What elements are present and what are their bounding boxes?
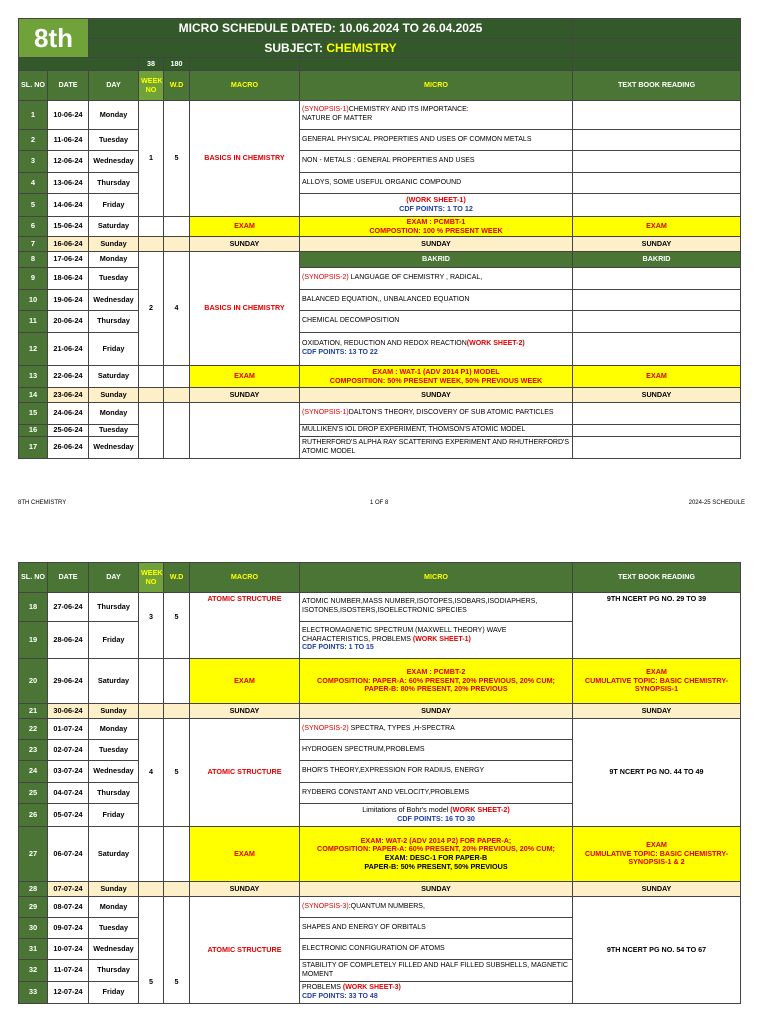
working-days: 4 — [164, 252, 190, 366]
col-day: DAY — [89, 71, 139, 101]
day: Sunday — [89, 704, 139, 719]
micro-topic: ELECTRONIC CONFIGURATION OF ATOMS — [300, 939, 573, 960]
day: Friday — [89, 982, 139, 1004]
micro-topic: (SYNOPSIS-3):QUANTUM NUMBERS, — [300, 897, 573, 918]
weeks-total: 38 — [139, 58, 164, 71]
date: 06-07-24 — [48, 827, 89, 882]
sl-no: 21 — [19, 704, 48, 719]
macro-sunday: SUNDAY — [190, 388, 300, 403]
date: 24-06-24 — [48, 403, 89, 425]
table-row — [19, 719, 741, 740]
day: Wednesday — [89, 939, 139, 960]
header-blank-cell — [573, 39, 741, 58]
schedule-title: MICRO SCHEDULE DATED: 10.06.2024 TO 26.04.2025 — [89, 19, 573, 39]
date: 28-06-24 — [48, 622, 89, 659]
micro-sunday: SUNDAY — [300, 237, 573, 252]
date: 11-06-24 — [48, 130, 89, 151]
sl-no: 32 — [19, 960, 48, 982]
micro-topic: (SYNOPSIS-2) LANGUAGE OF CHEMISTRY , RADICAL, — [300, 268, 573, 290]
micro-topic: CHEMICAL DECOMPOSITION — [300, 311, 573, 333]
macro-exam: EXAM — [190, 659, 300, 704]
date: 30-06-24 — [48, 704, 89, 719]
micro-topic: MULLIKEN'S IOL DROP EXPERIMENT, THOMSON'S ATOMIC MODEL — [300, 425, 573, 437]
col-week-no: WEEK NO — [139, 563, 164, 593]
day: Wednesday — [89, 761, 139, 783]
day: Saturday — [89, 217, 139, 237]
micro-topic: PROBLEMS (WORK SHEET-3) CDF POINTS: 33 TO 48 — [300, 982, 573, 1004]
date: 22-06-24 — [48, 366, 89, 388]
day: Saturday — [89, 827, 139, 882]
grade-badge: 8th — [19, 19, 89, 58]
micro-topic: HYDROGEN SPECTRUM,PROBLEMS — [300, 740, 573, 761]
table-row — [19, 897, 741, 918]
macro-topic: ATOMIC STRUCTURE — [190, 897, 300, 1004]
schedule-page-2 — [18, 562, 740, 1004]
table-row — [19, 659, 741, 704]
macro-topic: BASICS IN CHEMISTRY — [190, 252, 300, 366]
day: Tuesday — [89, 130, 139, 151]
day: Thursday — [89, 311, 139, 333]
micro-topic: ELECTROMAGNETIC SPECTRUM (MAXWELL THEORY) WAVE CHARACTERISTICS, PROBLEMS (WORK SHEET-1) CDF POINTS: 1 TO 15 — [300, 622, 573, 659]
sl-no: 12 — [19, 333, 48, 366]
col-sl-no: SL. NO — [19, 563, 48, 593]
table-row — [19, 388, 741, 403]
text-exam: EXAM — [573, 366, 741, 388]
day: Monday — [89, 403, 139, 425]
text-exam: EXAM CUMULATIVE TOPIC: BASIC CHEMISTRY-SYNOPSIS-1 — [573, 659, 741, 704]
sl-no: 5 — [19, 194, 48, 217]
sl-no: 3 — [19, 151, 48, 173]
sl-no: 17 — [19, 437, 48, 459]
table-row — [19, 130, 741, 151]
macro-sunday: SUNDAY — [190, 237, 300, 252]
schedule-table-2 — [18, 562, 741, 1004]
day: Saturday — [89, 366, 139, 388]
col-wd: W.D — [164, 563, 190, 593]
date: 26-06-24 — [48, 437, 89, 459]
date: 19-06-24 — [48, 290, 89, 311]
sl-no: 27 — [19, 827, 48, 882]
sl-no: 24 — [19, 761, 48, 783]
day: Monday — [89, 252, 139, 268]
day: Tuesday — [89, 268, 139, 290]
table-row — [19, 366, 741, 388]
date: 18-06-24 — [48, 268, 89, 290]
sl-no: 15 — [19, 403, 48, 425]
macro-exam: EXAM — [190, 217, 300, 237]
sl-no: 2 — [19, 130, 48, 151]
text-exam: EXAM CUMULATIVE TOPIC: BASIC CHEMISTRY-SYNOPSIS-1 & 2 — [573, 827, 741, 882]
table-row — [19, 403, 741, 425]
micro-topic: BHOR'S THEORY,EXPRESSION FOR RADIUS, ENERGY — [300, 761, 573, 783]
text-sunday: SUNDAY — [573, 704, 741, 719]
sl-no: 8 — [19, 252, 48, 268]
table-row — [19, 311, 741, 333]
table-row — [19, 268, 741, 290]
day: Thursday — [89, 593, 139, 622]
week-no: 2 — [139, 252, 164, 366]
day: Tuesday — [89, 740, 139, 761]
text-exam: EXAM — [573, 217, 741, 237]
working-days: 5 — [164, 719, 190, 827]
table-row — [19, 194, 741, 217]
date: 27-06-24 — [48, 593, 89, 622]
date: 10-06-24 — [48, 101, 89, 130]
macro-exam: EXAM — [190, 366, 300, 388]
date: 12-07-24 — [48, 982, 89, 1004]
date: 05-07-24 — [48, 804, 89, 827]
micro-topic: (SYNOPSIS-1)CHEMISTRY AND ITS IMPORTANCE: NATURE OF MATTER — [300, 101, 573, 130]
sl-no: 13 — [19, 366, 48, 388]
working-days: 5 — [164, 897, 190, 1004]
micro-topic: RUTHERFORD'S ALPHA RAY SCATTERING EXPERIMENT AND RHUTHERFORD'S ATOMIC MODEL — [300, 437, 573, 459]
micro-exam: EXAM : WAT-1 (ADV 2014 P1) MODEL COMPOSITIION: 50% PRESENT WEEK, 50% PREVIOUS WEEK — [300, 366, 573, 388]
footer-right: 2024-25 SCHEDULE — [688, 500, 745, 506]
micro-topic: GENERAL PHYSICAL PROPERTIES AND USES OF COMMON METALS — [300, 130, 573, 151]
day: Monday — [89, 719, 139, 740]
day: Monday — [89, 897, 139, 918]
micro-topic: NON - METALS : GENERAL PROPERTIES AND USES — [300, 151, 573, 173]
micro-topic: ALLOYS, SOME USEFUL ORGANIC COMPOUND — [300, 173, 573, 194]
sl-no: 29 — [19, 897, 48, 918]
sl-no: 25 — [19, 783, 48, 804]
date: 08-07-24 — [48, 897, 89, 918]
table-row — [19, 290, 741, 311]
micro-sunday: SUNDAY — [300, 388, 573, 403]
text-book-ref: 9TH NCERT PG NO. 29 TO 39 — [573, 593, 741, 659]
table-row — [19, 437, 741, 459]
date: 15-06-24 — [48, 217, 89, 237]
text-book-ref: 9T NCERT PG NO. 44 TO 49 — [573, 719, 741, 827]
col-day: DAY — [89, 563, 139, 593]
table-row — [19, 173, 741, 194]
sl-no: 11 — [19, 311, 48, 333]
date: 20-06-24 — [48, 311, 89, 333]
table-row — [19, 704, 741, 719]
table-row — [19, 593, 741, 622]
day: Sunday — [89, 388, 139, 403]
date: 16-06-24 — [48, 237, 89, 252]
sl-no: 6 — [19, 217, 48, 237]
text-sunday: SUNDAY — [573, 882, 741, 897]
sl-no: 28 — [19, 882, 48, 897]
footer-page-number: 1 OF 8 — [370, 500, 389, 506]
footer-left: 8TH CHEMISTRY — [18, 500, 67, 506]
date: 12-06-24 — [48, 151, 89, 173]
col-sl-no: SL. NO — [19, 71, 48, 101]
micro-exam: EXAM : PCMBT-1 COMPOSTION: 100 % PRESENT WEEK — [300, 217, 573, 237]
day: Thursday — [89, 783, 139, 804]
table-row — [19, 237, 741, 252]
col-micro: MICRO — [300, 563, 573, 593]
date: 03-07-24 — [48, 761, 89, 783]
table-row — [19, 333, 741, 366]
working-days: 5 — [164, 593, 190, 659]
sl-no: 1 — [19, 101, 48, 130]
date: 11-07-24 — [48, 960, 89, 982]
date: 09-07-24 — [48, 918, 89, 939]
table-row — [19, 882, 741, 897]
week-no: 1 — [139, 101, 164, 217]
macro-topic: BASICS IN CHEMISTRY — [190, 101, 300, 217]
sl-no: 14 — [19, 388, 48, 403]
micro-topic: ATOMIC NUMBER,MASS NUMBER,ISOTOPES,ISOBARS,ISODIAPHERS, ISOTONES,ISOSTERS,ISOELECTRONIC SPECIES — [300, 593, 573, 622]
sl-no: 4 — [19, 173, 48, 194]
date: 07-07-24 — [48, 882, 89, 897]
date: 04-07-24 — [48, 783, 89, 804]
sl-no: 22 — [19, 719, 48, 740]
macro-sunday: SUNDAY — [190, 882, 300, 897]
col-micro: MICRO — [300, 71, 573, 101]
macro-exam: EXAM — [190, 827, 300, 882]
sl-no: 18 — [19, 593, 48, 622]
day: Saturday — [89, 659, 139, 704]
macro-topic: ATOMIC STRUCTURE — [190, 719, 300, 827]
micro-sunday: SUNDAY — [300, 882, 573, 897]
micro-topic: (SYNOPSIS-2) SPECTRA, TYPES ,H-SPECTRA — [300, 719, 573, 740]
day: Friday — [89, 622, 139, 659]
day: Wednesday — [89, 290, 139, 311]
subject-line: SUBJECT: CHEMISTRY — [89, 39, 573, 58]
date: 10-07-24 — [48, 939, 89, 960]
macro-topic: ATOMIC STRUCTURE — [190, 593, 300, 659]
day: Monday — [89, 101, 139, 130]
day: Tuesday — [89, 918, 139, 939]
subject-name: CHEMISTRY — [326, 40, 397, 55]
date: 21-06-24 — [48, 333, 89, 366]
schedule-table-1 — [18, 18, 741, 459]
col-text-book: TEXT BOOK READING — [573, 71, 741, 101]
date: 13-06-24 — [48, 173, 89, 194]
micro-topic: (SYNOPSIS-1)DALTON'S THEORY, DISCOVERY OF SUB ATOMIC PARTICLES — [300, 403, 573, 425]
date: 02-07-24 — [48, 740, 89, 761]
col-text-book: TEXT BOOK READING — [573, 563, 741, 593]
working-days: 5 — [164, 101, 190, 217]
macro-sunday: SUNDAY — [190, 704, 300, 719]
col-wd: W.D — [164, 71, 190, 101]
schedule-page-1 — [18, 18, 740, 459]
day: Wednesday — [89, 437, 139, 459]
table-row — [19, 101, 741, 130]
day: Friday — [89, 804, 139, 827]
micro-topic: OXIDATION, REDUCTION AND REDOX REACTION(WORK SHEET-2) CDF POINTS: 13 TO 22 — [300, 333, 573, 366]
wd-total: 180 — [164, 58, 190, 71]
text-sunday: SUNDAY — [573, 388, 741, 403]
table-row — [19, 217, 741, 237]
day: Sunday — [89, 237, 139, 252]
date: 17-06-24 — [48, 252, 89, 268]
sl-no: 31 — [19, 939, 48, 960]
week-no: 5 — [139, 897, 164, 1004]
text-book-ref: 9TH NCERT PG NO. 54 TO 67 — [573, 897, 741, 1004]
text-sunday: SUNDAY — [573, 237, 741, 252]
date: 23-06-24 — [48, 388, 89, 403]
sl-no: 16 — [19, 425, 48, 437]
sl-no: 26 — [19, 804, 48, 827]
sl-no: 30 — [19, 918, 48, 939]
col-date: DATE — [48, 563, 89, 593]
day: Tuesday — [89, 425, 139, 437]
col-date: DATE — [48, 71, 89, 101]
sl-no: 20 — [19, 659, 48, 704]
micro-topic: SHAPES AND ENERGY OF ORBITALS — [300, 918, 573, 939]
sl-no: 19 — [19, 622, 48, 659]
day: Wednesday — [89, 151, 139, 173]
col-macro: MACRO — [190, 71, 300, 101]
table-row — [19, 252, 741, 268]
micro-topic: BALANCED EQUATION,, UNBALANCED EQUATION — [300, 290, 573, 311]
micro-topic: Limitations of Bohr's model (WORK SHEET-2) CDF POINTS: 16 TO 30 — [300, 804, 573, 827]
day: Friday — [89, 333, 139, 366]
day: Friday — [89, 194, 139, 217]
week-no: 4 — [139, 719, 164, 827]
week-no: 3 — [139, 593, 164, 659]
col-week-no: WEEK NO — [139, 71, 164, 101]
micro-topic: STABILITY OF COMPLETELY FILLED AND HALF FILLED SUBSHELLS, MAGNETIC MOMENT — [300, 960, 573, 982]
header-blank-cell — [573, 19, 741, 39]
micro-topic: (WORK SHEET-1) CDF POINTS: 1 TO 12 — [300, 194, 573, 217]
holiday-bakrid: BAKRID — [300, 252, 573, 268]
sl-no: 33 — [19, 982, 48, 1004]
day: Sunday — [89, 882, 139, 897]
table-row — [19, 425, 741, 437]
text-book-cell — [573, 101, 741, 130]
table-row — [19, 827, 741, 882]
micro-exam: EXAM : PCMBT-2 COMPOSITION: PAPER-A: 60% PRESENT, 20% PREVIOUS, 20% CUM; PAPER-B: 80% PRESENT, 20% PREVIOUS — [300, 659, 573, 704]
holiday-bakrid-text: BAKRID — [573, 252, 741, 268]
date: 01-07-24 — [48, 719, 89, 740]
date: 29-06-24 — [48, 659, 89, 704]
day: Thursday — [89, 960, 139, 982]
sl-no: 23 — [19, 740, 48, 761]
sl-no: 7 — [19, 237, 48, 252]
sl-no: 10 — [19, 290, 48, 311]
date: 25-06-24 — [48, 425, 89, 437]
micro-exam: EXAM: WAT-2 (ADV 2014 P2) FOR PAPER-A; COMPOSITION: PAPER-A: 60% PRESENT, 20% PREVIOUS, 20% CUM; EXAM: DESC-1 FOR PAPER-B PAPER-B: 50% PRESENT, 50% PREVIOUS — [300, 827, 573, 882]
date: 14-06-24 — [48, 194, 89, 217]
micro-sunday: SUNDAY — [300, 704, 573, 719]
table-row — [19, 151, 741, 173]
col-macro: MACRO — [190, 563, 300, 593]
day: Thursday — [89, 173, 139, 194]
micro-topic: RYDBERG CONSTANT AND VELOCITY,PROBLEMS — [300, 783, 573, 804]
sl-no: 9 — [19, 268, 48, 290]
